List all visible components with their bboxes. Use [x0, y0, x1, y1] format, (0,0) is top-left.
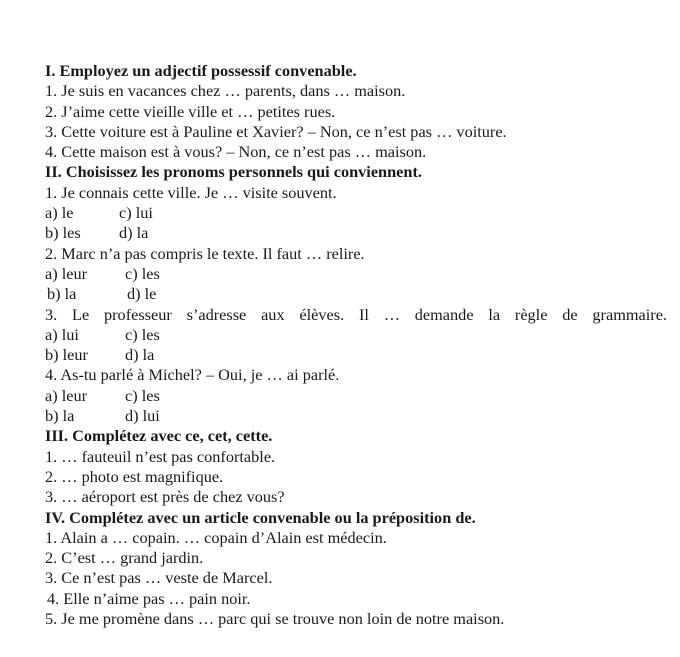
- answer-options: [45, 386, 667, 406]
- answer-option: a) leur: [45, 263, 88, 283]
- exercise-sentence: 3. Cette voiture est à Pauline et Xavier? – Non, ce n’est pas … voiture.: [45, 121, 507, 141]
- answer-options: [45, 264, 667, 284]
- exercise-sentence: 4. Cette maison est à vous? – Non, ce n’est pas … maison.: [45, 142, 427, 162]
- answer-option: a) le: [45, 203, 74, 223]
- exercise-sentence: 3. … aéroport est près de chez vous?: [45, 487, 285, 507]
- answer-option: b) leur: [45, 345, 88, 365]
- exercise-sentence: 3. Le professeur s’adresse aux élèves. Il … demande la règle de grammaire.: [45, 304, 667, 324]
- answer-options: [45, 345, 667, 365]
- section-heading: I. Employez un adjectif possessif convenable.: [45, 61, 357, 80]
- answer-options: [45, 223, 667, 243]
- exercise-sentence: 3. Ce n’est pas … veste de Marcel.: [45, 568, 273, 588]
- exercise-sentence: 4. As-tu parlé à Michel? – Oui, je … ai parlé.: [45, 365, 340, 385]
- answer-option: d) le: [127, 284, 157, 304]
- exercise-sentence: 2. … photo est magnifique.: [45, 466, 224, 486]
- answer-option: a) lui: [45, 324, 79, 344]
- answer-options: [45, 284, 667, 304]
- section-heading: III. Complétez avec ce, cet, cette.: [45, 426, 273, 446]
- answer-option: c) lui: [119, 203, 153, 223]
- exercise-sentence: 4. Elle n’aime pas … pain noir.: [47, 588, 251, 608]
- answer-option: c) les: [125, 385, 160, 405]
- answer-option: b) la: [45, 406, 75, 426]
- answer-option: c) les: [125, 324, 160, 344]
- answer-options: [45, 325, 667, 345]
- answer-option: d) la: [125, 345, 155, 365]
- exercise-sentence: 1. Alain a … copain. … copain d’Alain est médecin.: [45, 527, 387, 547]
- answer-option: b) la: [47, 284, 77, 304]
- exercise-section: [45, 426, 667, 507]
- exercise-sentence: 1. Je connais cette ville. Je … visite souvent.: [45, 182, 337, 202]
- exercise-sentence: 5. Je me promène dans … parc qui se trouve non loin de notre maison.: [45, 609, 505, 629]
- answer-option: b) les: [45, 223, 81, 243]
- exercise-section: [45, 162, 667, 426]
- exercise-sentence: 2. J’aime cette vieille ville et … petites rues.: [45, 101, 336, 121]
- exercise-sentence: 1. … fauteuil n’est pas confortable.: [45, 446, 276, 466]
- section-heading: IV. Complétez avec un article convenable ou la préposition de.: [45, 507, 476, 527]
- exercise-sentence: 2. C’est … grand jardin.: [45, 548, 204, 568]
- answer-options: [45, 203, 667, 223]
- exercise-sheet: [45, 61, 667, 629]
- exercise-section: [45, 508, 667, 630]
- exercise-sentence: 2. Marc n’a pas compris le texte. Il faut … relire.: [45, 243, 365, 263]
- answer-options: [45, 406, 667, 426]
- section-heading: II. Choisissez les pronoms personnels qui conviennent.: [45, 162, 422, 182]
- answer-option: d) la: [119, 223, 149, 243]
- answer-option: a) leur: [45, 385, 88, 405]
- answer-option: c) les: [125, 263, 160, 283]
- answer-option: d) lui: [125, 406, 160, 426]
- exercise-section: [45, 61, 667, 162]
- exercise-sentence: 1. Je suis en vacances chez … parents, dans … maison.: [45, 81, 406, 101]
